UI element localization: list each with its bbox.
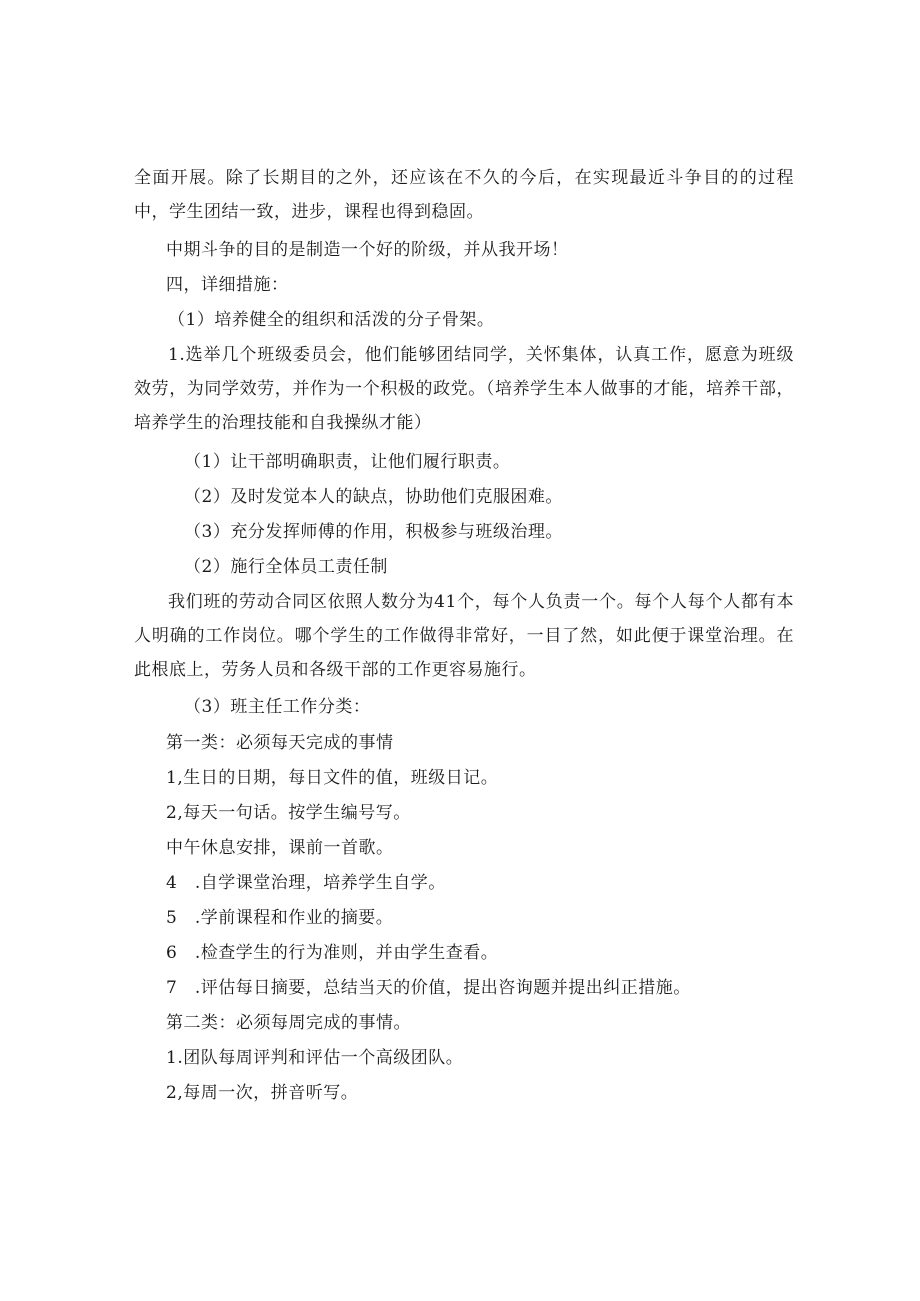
subheading-2: （2）施行全体员工责任制: [184, 557, 388, 577]
paragraph-intro: 全面开展。除了长期目的之外，还应该在不久的今后，在实现最近斗争目的的过程中，学生团结一致，进步，课程也得到稳固。: [134, 168, 794, 222]
daily-item-4: 4 .自学课堂治理，培养学生自学。: [166, 873, 446, 893]
weekly-item-2: 2,每周一次，拼音听写。: [166, 1083, 359, 1103]
heading-measures: 四，详细措施：: [166, 275, 289, 295]
list-item-2: （2）及时发觉本人的缺点，协助他们克服困难。: [184, 487, 563, 507]
weekly-item-1: 1.团队每周评判和评估一个高级团队。: [166, 1048, 464, 1068]
list-item-3: （3）充分发挥师傅的作用，积极参与班级治理。: [184, 522, 563, 542]
daily-item-2: 2,每天一句话。按学生编号写。: [166, 803, 411, 823]
daily-item-6: 6 .检查学生的行为准则，并由学生查看。: [166, 943, 499, 963]
paragraph-committee: 1.选举几个班级委员会，他们能够团结同学，关怀集体，认真工作，愿意为班级效劳，为同学效劳，并作为一个积极的政党。（培养学生本人做事的才能，培养干部，培养学生的治理技能和自我操纵才能）: [134, 345, 794, 433]
subheading-3: （3）班主任工作分类：: [184, 697, 371, 717]
daily-item-1: 1,生日的日期，每日文件的值，班级日记。: [166, 768, 499, 788]
subheading-1: （1）培养健全的组织和活泼的分子骨架。: [168, 310, 495, 330]
paragraph-mid-goal: 中期斗争的目的是制造一个好的阶级，并从我开场！: [166, 240, 569, 260]
paragraph-responsibility: 我们班的劳动合同区依照人数分为41个，每个人负责一个。每个人每个人都有本人明确的工作岗位。哪个学生的工作做得非常好，一目了然，如此便于课堂治理。在此根底上，劳务人员和各级干部的工作更容易施行。: [134, 592, 794, 680]
category-weekly: 第二类：必须每周完成的事情。: [166, 1013, 411, 1033]
daily-item-3: 中午休息安排，课前一首歌。: [166, 838, 394, 858]
daily-item-7: 7 .评估每日摘要，总结当天的价值，提出咨询题并提出纠正措施。: [166, 978, 691, 998]
category-daily: 第一类：必须每天完成的事情: [166, 733, 394, 753]
list-item-1: （1）让干部明确职责，让他们履行职责。: [184, 452, 511, 472]
daily-item-5: 5 .学前课程和作业的摘要。: [166, 908, 394, 928]
